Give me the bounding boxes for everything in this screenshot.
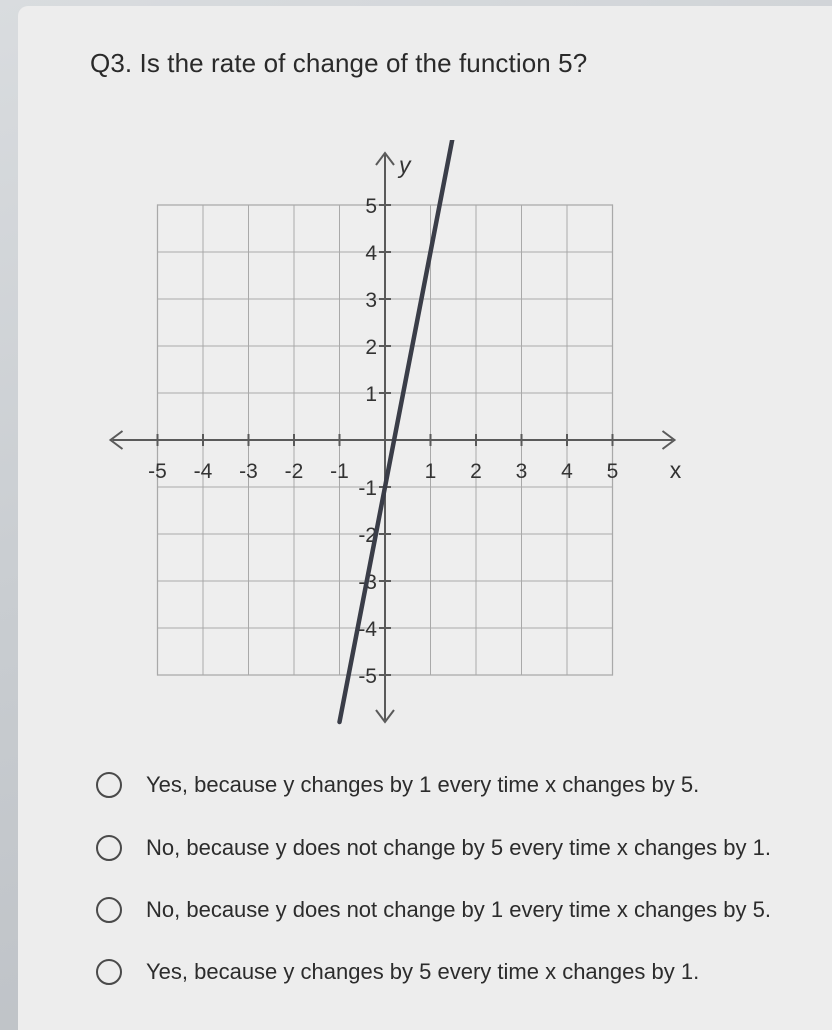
x-tick-label: 4 bbox=[561, 460, 573, 483]
choice-label: Yes, because y changes by 1 every time x changes by 5. bbox=[146, 772, 700, 797]
choice-option-2[interactable] bbox=[96, 831, 796, 865]
radio-button-icon[interactable] bbox=[96, 772, 122, 798]
y-tick-label: -4 bbox=[358, 618, 377, 641]
graph-svg bbox=[95, 140, 685, 730]
radio-button-icon[interactable] bbox=[96, 897, 122, 923]
choice-option-3[interactable] bbox=[96, 893, 796, 927]
y-tick-label: -2 bbox=[358, 524, 377, 547]
y-tick-label: 1 bbox=[365, 383, 377, 406]
choice-label: No, because y does not change by 5 every time x changes by 1. bbox=[146, 835, 771, 860]
x-tick-label: -1 bbox=[330, 460, 349, 483]
x-tick-label: -3 bbox=[239, 460, 258, 483]
choice-label: Yes, because y changes by 5 every time x changes by 1. bbox=[146, 959, 700, 984]
x-tick-label: 2 bbox=[470, 460, 482, 483]
y-tick-label: -3 bbox=[358, 571, 377, 594]
choice-label: No, because y does not change by 1 every time x changes by 5. bbox=[146, 897, 771, 922]
y-tick-label: -5 bbox=[358, 665, 377, 688]
choice-option-1[interactable] bbox=[96, 768, 796, 802]
y-axis-label: y bbox=[399, 152, 411, 178]
coordinate-graph bbox=[95, 140, 685, 730]
question-text: Q3. Is the rate of change of the function 5? bbox=[90, 48, 588, 78]
x-axis-label: x bbox=[669, 457, 682, 483]
x-tick-label: 5 bbox=[606, 460, 619, 483]
x-tick-label: 1 bbox=[424, 460, 437, 483]
radio-button-icon[interactable] bbox=[96, 959, 122, 985]
radio-button-icon[interactable] bbox=[96, 835, 122, 861]
choice-option-4[interactable] bbox=[96, 955, 796, 989]
x-tick-label: 3 bbox=[515, 460, 528, 483]
y-tick-label: 3 bbox=[365, 289, 377, 312]
x-tick-label: -2 bbox=[284, 460, 304, 483]
y-tick-label: 2 bbox=[365, 336, 377, 359]
y-tick-label: 5 bbox=[365, 195, 377, 218]
y-tick-label: 4 bbox=[365, 242, 377, 265]
x-tick-label: -5 bbox=[148, 460, 167, 483]
x-tick-label: -4 bbox=[193, 460, 213, 483]
y-tick-label: -1 bbox=[358, 477, 377, 500]
